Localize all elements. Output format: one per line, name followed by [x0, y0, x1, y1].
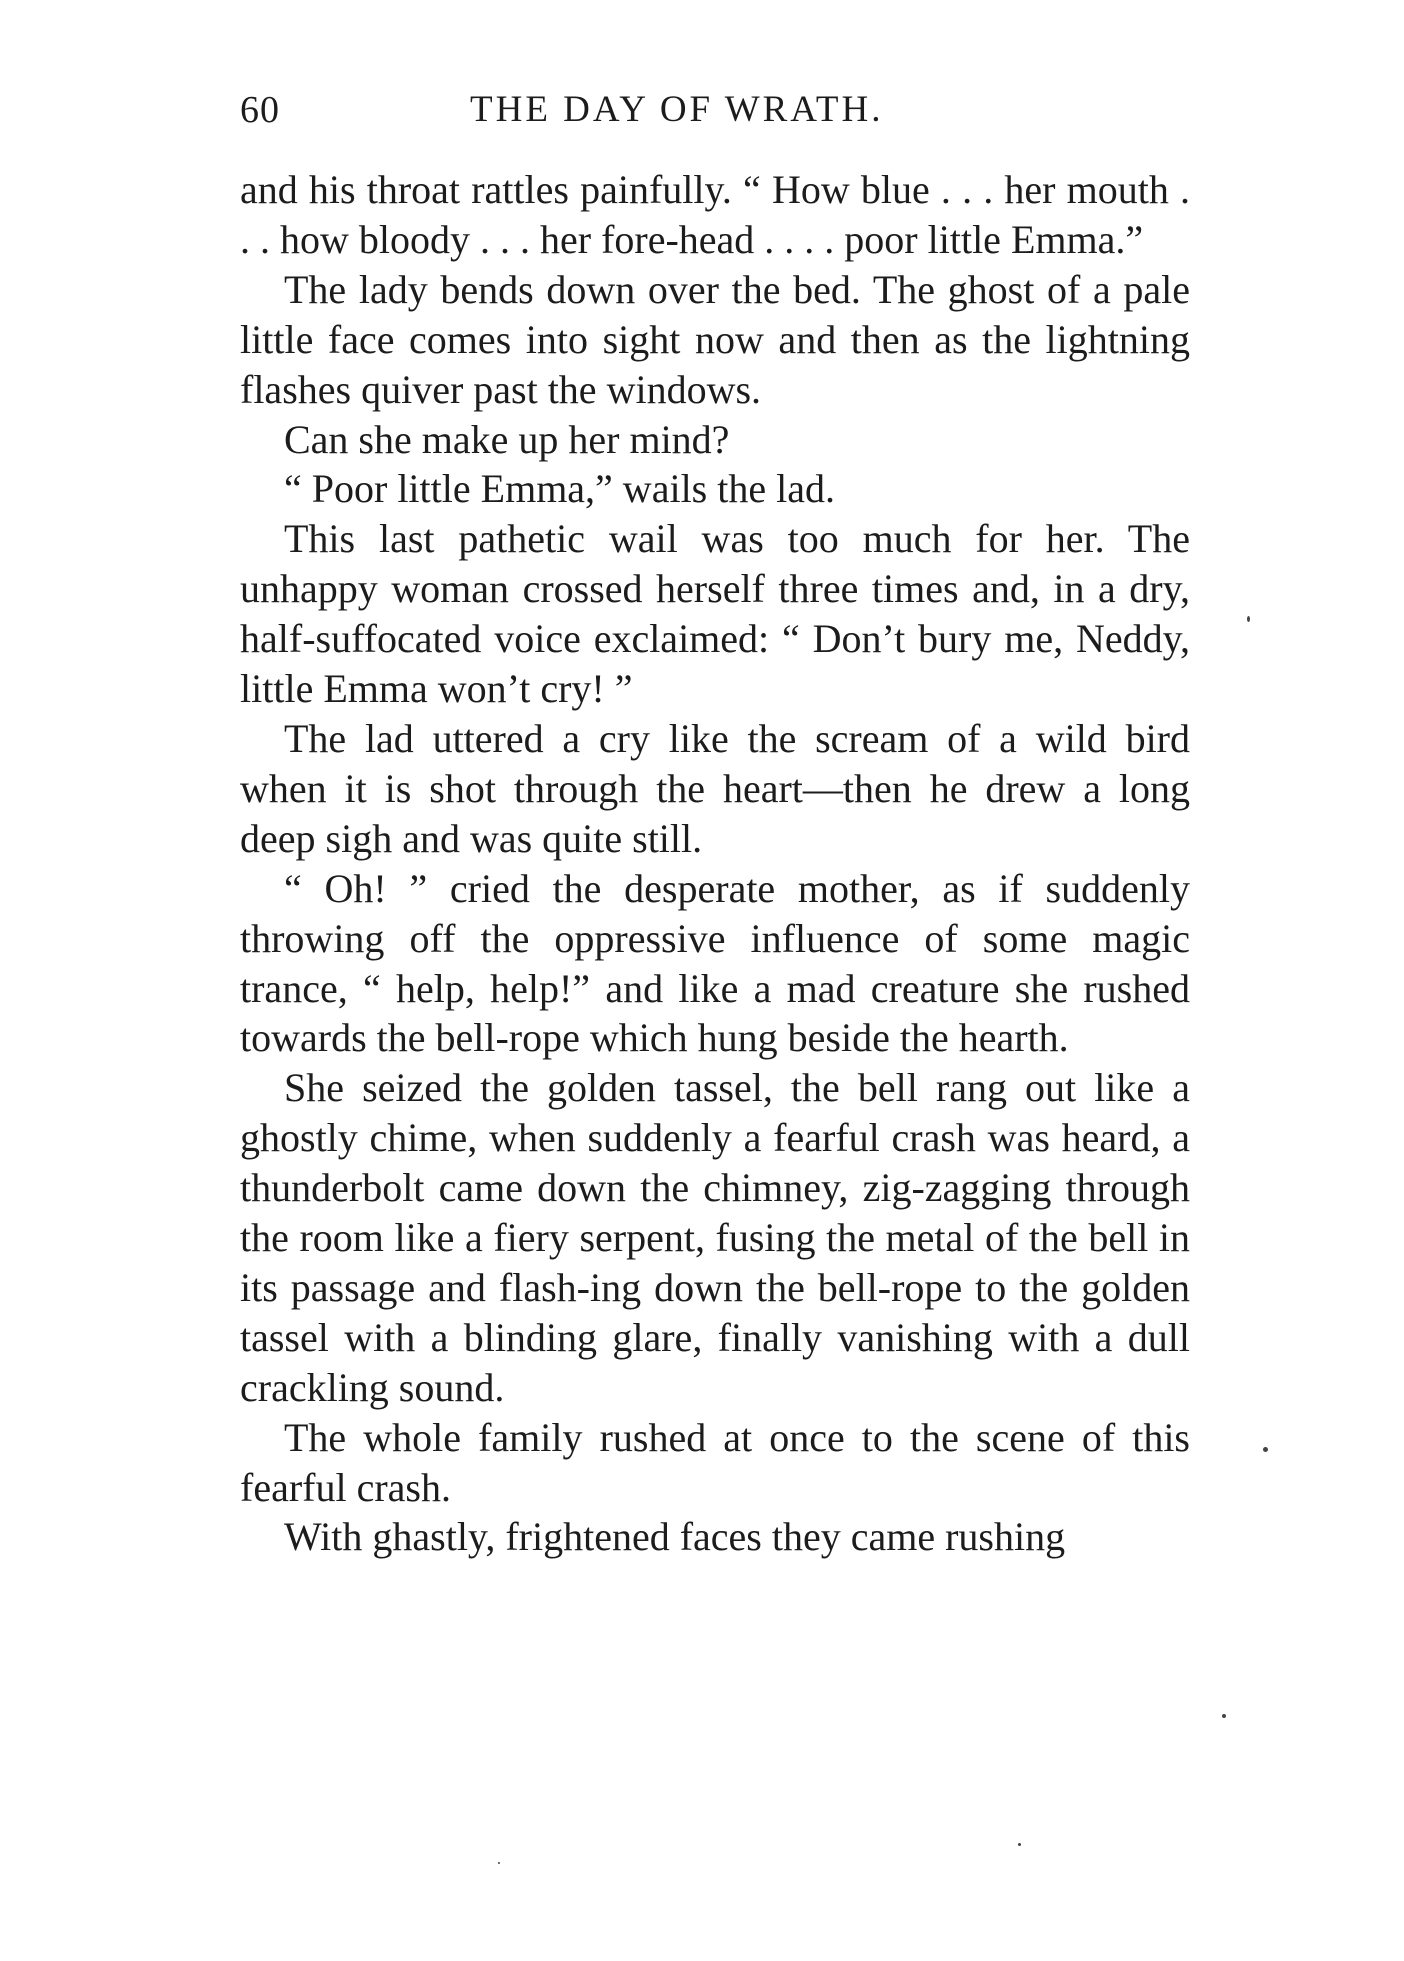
scan-speck	[1263, 1447, 1268, 1452]
paragraph: She seized the golden tassel, the bell rang out like a ghostly chime, when suddenly a fearful crash was heard, a thunderbolt came down the chimney, zig-zagging through the room like a fiery serpent, fusing the metal of the bell in its passage and flash-ing down the bell-rope to the golden tassel with a blinding glare, finally vanishing with a dull crackling sound.	[240, 1065, 1190, 1410]
paragraph: and his throat rattles painfully. “ How blue . . . her mouth . . . how bloody . . . her fore-head . . . . poor little Emma.”	[240, 167, 1190, 262]
running-head	[240, 88, 1190, 138]
scan-speck	[1018, 1843, 1021, 1846]
paragraph: Can she make up her mind?	[284, 416, 730, 462]
paragraph: This last pathetic wail was too much for her. The unhappy woman crossed herself three times and, in a dry, half-suffocated voice exclaimed: “ Don’t bury me, Neddy, little Emma won’t cry! ”	[240, 516, 1190, 712]
paragraph: With ghastly, frightened faces they came rushing	[284, 1514, 1066, 1560]
paragraph: The lady bends down over the bed. The ghost of a pale little face comes into sight now and then as the lightning flashes quiver past the windows.	[240, 266, 1190, 412]
paragraph: “ Poor little Emma,” wails the lad.	[284, 466, 835, 512]
body-text	[240, 165, 1190, 1562]
paragraph: “ Oh! ” cried the desperate mother, as if suddenly throwing off the oppressive influence of some magic trance, “ help, help!” and like a mad creature she rushed towards the bell-rope which hung beside the hearth.	[240, 865, 1190, 1061]
paragraph: The whole family rushed at once to the scene of this fearful crash.	[240, 1414, 1190, 1510]
running-title: THE DAY OF WRATH.	[470, 89, 884, 130]
scan-speck	[1247, 616, 1250, 622]
page-number: 60	[240, 89, 280, 131]
scan-speck	[498, 1862, 500, 1864]
paragraph: The lad uttered a cry like the scream of a wild bird when it is shot through the heart—then he drew a long deep sigh and was quite still.	[240, 715, 1190, 861]
scan-speck	[1222, 1714, 1226, 1718]
